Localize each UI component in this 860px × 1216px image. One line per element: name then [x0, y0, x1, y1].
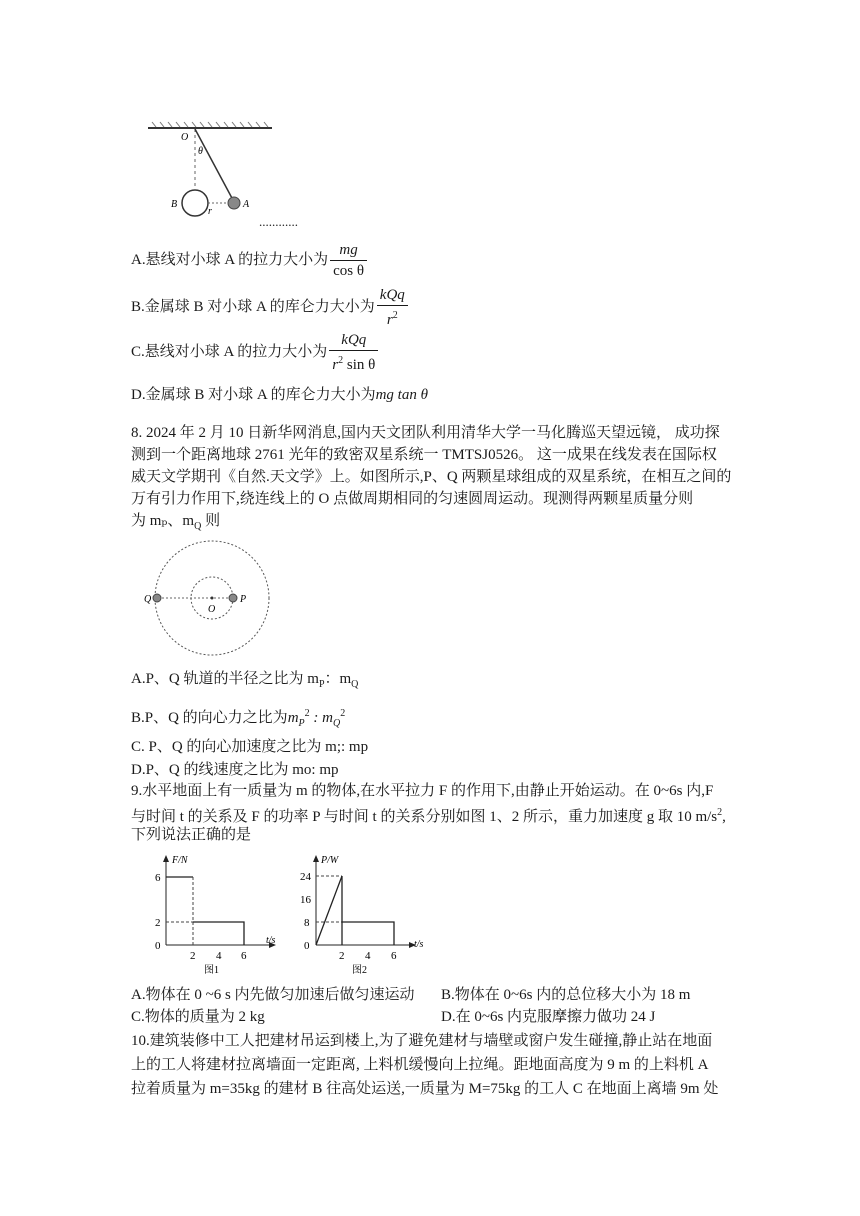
svg-text:6: 6 — [155, 872, 161, 884]
q7-option-d: D.金属球 B 对小球 A 的库仑力大小为mg tan θ — [131, 387, 428, 403]
svg-text:2: 2 — [339, 950, 345, 962]
metal-ball-b — [182, 190, 208, 216]
svg-text:2: 2 — [155, 917, 161, 929]
pendulum-figure — [140, 118, 280, 218]
q9-option-c: C.物体的质量为 2 kg — [131, 1009, 265, 1025]
svg-text:F/N: F/N — [172, 855, 188, 866]
svg-text:8: 8 — [304, 917, 310, 929]
q8-stem-line4: 万有引力作用下,绕连线上的 O 点做周期相同的匀速圆周运动。现测得两颗星质量分则 — [131, 491, 694, 507]
q10-stem-line1: 10.建筑装修中工人把建材吊运到楼上,为了避免建材与墙壁或窗户发生碰撞,静止站在地面 — [131, 1033, 713, 1049]
q8-stem-line5: 为 mₚ、$m_Q$ 则 — [131, 513, 221, 532]
svg-text:A: A — [243, 199, 250, 210]
power-ramp — [316, 876, 342, 945]
pendulum-string — [195, 129, 233, 200]
svg-text:O: O — [208, 604, 216, 615]
q8-option-b: B.P、Q 的向心力之比为$m_P^2$ : $m_Q^2$ — [131, 708, 346, 729]
q8-stem-line3: 威天文学期刊《自然.天文学》上。如图所示,P、Q 两颗星球组成的双星系统，在相互之间的 — [131, 469, 732, 485]
q8-option-d: D.P、Q 的线速度之比为 mo: mp — [131, 762, 339, 778]
svg-text:16: 16 — [300, 894, 311, 906]
star-q — [153, 594, 161, 602]
q9-stem-line1: 9.水平地面上有一质量为 m 的物体,在水平拉力 F 的作用下,由静止开始运动。在 0~6s 内,F — [131, 783, 714, 799]
q8-stem-line1: 8. 2024 年 2 月 10 日新华网消息,国内天文团队利用清华大学一马化腾巡天望远镜， 成功探 — [131, 425, 720, 441]
svg-text:6: 6 — [241, 950, 247, 962]
q9-stem-line3: 下列说法正确的是 — [131, 827, 252, 843]
q10-stem-line3: 拉着质量为 m=35kg 的建材 B 往高处运送,一质量为 M=75kg 的工人 C 在地面上离墙 9m 处 — [131, 1081, 719, 1097]
svg-text:r: r — [208, 206, 212, 217]
svg-text:θ: θ — [198, 146, 203, 157]
center-o — [211, 597, 214, 600]
q8-option-c: C. P、Q 的向心加速度之比为 m;: mp — [131, 739, 369, 755]
svg-text:P: P — [240, 594, 247, 605]
q9-option-b: B.物体在 0~6s 内的总位移大小为 18 m — [441, 987, 691, 1003]
q9-option-a: A.物体在 0 ~6 s 内先做匀加速后做匀速运动 — [131, 987, 415, 1003]
star-p — [229, 594, 237, 602]
q8-option-a: A.P、Q 轨道的半径之比为 $m_P$：$m_Q$ — [131, 671, 359, 690]
binary-star-figure — [140, 540, 280, 660]
q9-stem-line2: 与时间 t 的关系及 F 的功率 P 与时间 t 的关系分别如图 1、2 所示，重力加速度 g 取 10 $m/s^2$, — [131, 807, 726, 825]
svg-text:图2: 图2 — [352, 965, 367, 976]
svg-text:6: 6 — [391, 950, 397, 962]
svg-text:B: B — [171, 199, 178, 210]
svg-text:图1: 图1 — [204, 965, 219, 976]
svg-text:0: 0 — [155, 940, 161, 952]
q8-stem-line2: 测到一个距离地球 2761 光年的致密双星系统一 TMTSJ0526。 这一成果在线发表在国际权 — [131, 447, 717, 463]
svg-text:O: O — [181, 132, 189, 143]
small-ball-a — [228, 197, 240, 209]
q7-option-b: B.金属球 B 对小球 A 的库仑力大小为 $\frac{\text{kQq}}{r^2}$ — [131, 285, 408, 330]
svg-text:Q: Q — [144, 594, 152, 605]
svg-text:0: 0 — [304, 940, 310, 952]
svg-text:t/s: t/s — [266, 935, 276, 946]
graph-2-power-time — [290, 853, 440, 978]
q10-stem-line2: 上的工人将建材拉离墙面一定距离, 上料机缓慢向上拉绳。距地面高度为 9 m 的上料机 A — [131, 1057, 709, 1073]
svg-text:P/W: P/W — [321, 855, 339, 866]
q7-option-a: A.悬线对小球 A 的拉力大小为 $\frac{mg}{\text{cos θ}}$ — [131, 240, 367, 281]
dots: ............ — [259, 214, 298, 229]
graph-1-force-time — [140, 853, 290, 978]
svg-text:2: 2 — [190, 950, 196, 962]
svg-text:4: 4 — [365, 950, 371, 962]
svg-text:24: 24 — [300, 871, 311, 883]
q9-option-d: D.在 0~6s 内克服摩擦力做功 24 J — [441, 1009, 656, 1025]
svg-text:4: 4 — [216, 950, 222, 962]
svg-text:t/s: t/s — [414, 939, 424, 950]
q7-option-c: C.悬线对小球 A 的拉力大小为 $\frac{\text{kQq}}{r^2 \sin \theta}$ — [131, 330, 378, 375]
